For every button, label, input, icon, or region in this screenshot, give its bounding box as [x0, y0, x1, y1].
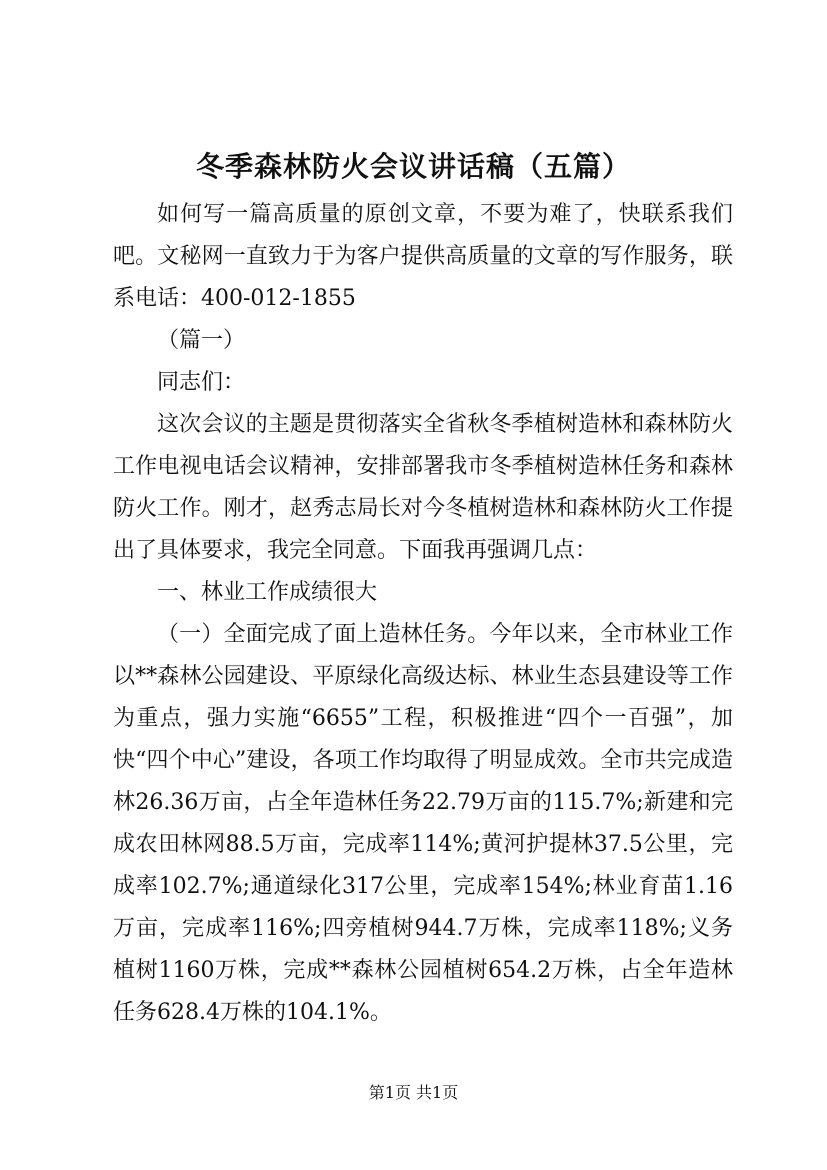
page-footer: 第1页 共1页 [368, 1083, 459, 1102]
paragraph-achievements: （一）全面完成了面上造林任务。今年以来，全市林业工作以**森林公园建设、平原绿化高级达标、林业生态县建设等工作为重点，强力实施“6655”工程，积极推进“四个一百强”，加快“四个中心”建设，各项工作均取得了明显成效。全市共完成造林26.36万亩，占全年造林任务22.79万亩的115.7%;新建和完成农田林网88.5万亩，完成率114%;黄河护提林37.5公里，完成率102.7%;通道绿化317公里，完成率154%;林业育苗1.16万亩，完成率116%;四旁植树944.7万株，完成率118%;义务植树1160万株，完成**森林公园植树654.2万株，占全年造林任务628.4万株的104.1%。 [113, 622, 733, 1025]
paragraph-intro: 如何写一篇高质量的原创文章，不要为难了，快联系我们吧。文秘网一直致力于为客户提供高质量的文章的写作服务，联系电话：400-012-1855 [113, 202, 733, 311]
document-body [113, 194, 733, 1034]
paragraph-section-label: （篇一） [157, 328, 246, 353]
paragraph-salutation: 同志们： [157, 370, 246, 395]
paragraph-heading-1: 一、林业工作成绩很大 [157, 580, 378, 605]
document-title: 冬季森林防火会议讲话稿（五篇） [195, 150, 631, 183]
paragraph-theme: 这次会议的主题是贯彻落实全省秋冬季植树造林和森林防火工作电视电话会议精神，安排部署我市冬季植树造林任务和森林防火工作。刚才，赵秀志局长对今冬植树造林和森林防火工作提出了具体要求，我完全同意。下面我再强调几点： [113, 412, 733, 563]
